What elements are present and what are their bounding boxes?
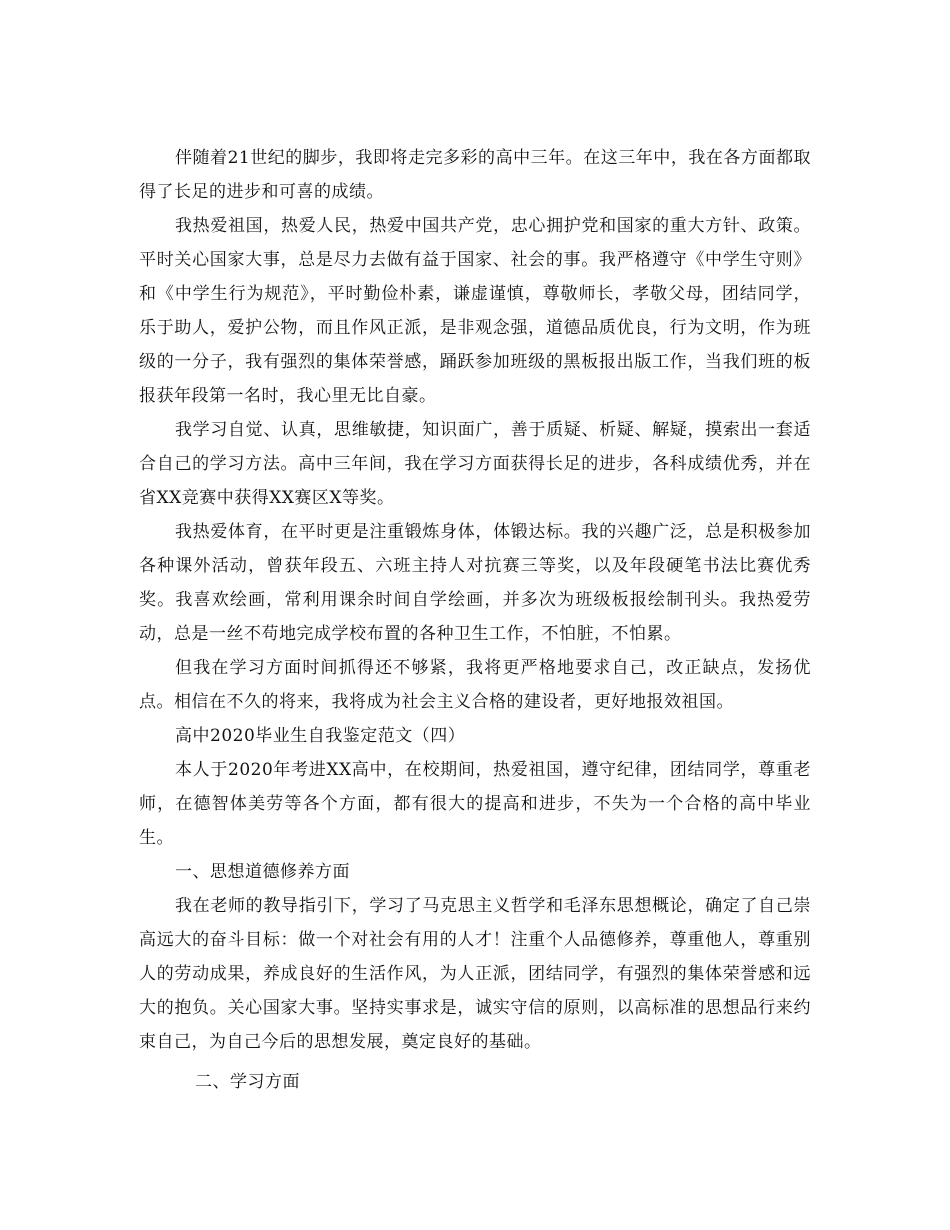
subheading-ideology: 一、思想道德修养方面 — [175, 862, 350, 882]
paragraph-study-habits: 我学习自觉、认真，思维敏捷，知识面广，善于质疑、析疑、解疑，摸索出一套适合自己的学习方法。高中三年间，我在学习方面获得长足的进步，各科成绩优秀，并在省XX竞赛中获得XX赛区X等奖。 — [139, 420, 811, 508]
section-title-sample-four: 高中2020毕业生自我鉴定范文（四） — [175, 726, 466, 746]
paragraph-shortcomings: 但我在学习方面时间抓得还不够紧，我将更严格地要求自己，改正缺点，发扬优点。相信在不久的将来，我将成为社会主义合格的建设者，更好地报效祖国。 — [139, 658, 811, 712]
paragraph-intro: 伴随着21世纪的脚步，我即将走完多彩的高中三年。在这三年中，我在各方面都取得了长足的进步和可喜的成绩。 — [139, 148, 811, 202]
subheading-study: 二、学习方面 — [195, 1072, 300, 1092]
paragraph-ideology: 我在老师的教导指引下，学习了马克思主义哲学和毛泽东思想概论，确定了自己崇高远大的奋斗目标：做一个对社会有用的人才！注重个人品德修养，尊重他人，尊重别人的劳动成果，养成良好的生活作风，为人正派，团结同学，有强烈的集体荣誉感和远大的抱负。关心国家大事。坚持实事求是，诚实守信的原则，以高标准的思想品行来约束自己，为自己今后的思想发展，奠定良好的基础。 — [139, 896, 811, 1052]
paragraph-sports-hobbies: 我热爱体育，在平时更是注重锻炼身体，体锻达标。我的兴趣广泛，总是积极参加各种课外活动，曾获年段五、六班主持人对抗赛三等奖，以及年段硬笔书法比赛优秀奖。我喜欢绘画，常利用课余时间自学绘画，并多次为班级板报绘制刊头。我热爱劳动，总是一丝不苟地完成学校布置的各种卫生工作，不怕脏，不怕累。 — [139, 522, 811, 644]
document-body — [139, 141, 811, 1099]
paragraph-school-summary: 本人于2020年考进XX高中，在校期间，热爱祖国，遵守纪律，团结同学，尊重老师，在德智体美劳等各个方面，都有很大的提高和进步，不失为一个合格的高中毕业生。 — [139, 760, 811, 848]
paragraph-moral-character: 我热爱祖国，热爱人民，热爱中国共产党，忠心拥护党和国家的重大方针、政策。平时关心国家大事，总是尽力去做有益于国家、社会的事。我严格遵守《中学生守则》和《中学生行为规范》，平时勤俭朴素，谦虚谨慎，尊敬师长，孝敬父母，团结同学，乐于助人，爱护公物，而且作风正派，是非观念强，道德品质优良，行为文明，作为班级的一分子，我有强烈的集体荣誉感，踊跃参加班级的黑板报出版工作，当我们班的板报获年段第一名时，我心里无比自豪。 — [139, 216, 811, 406]
